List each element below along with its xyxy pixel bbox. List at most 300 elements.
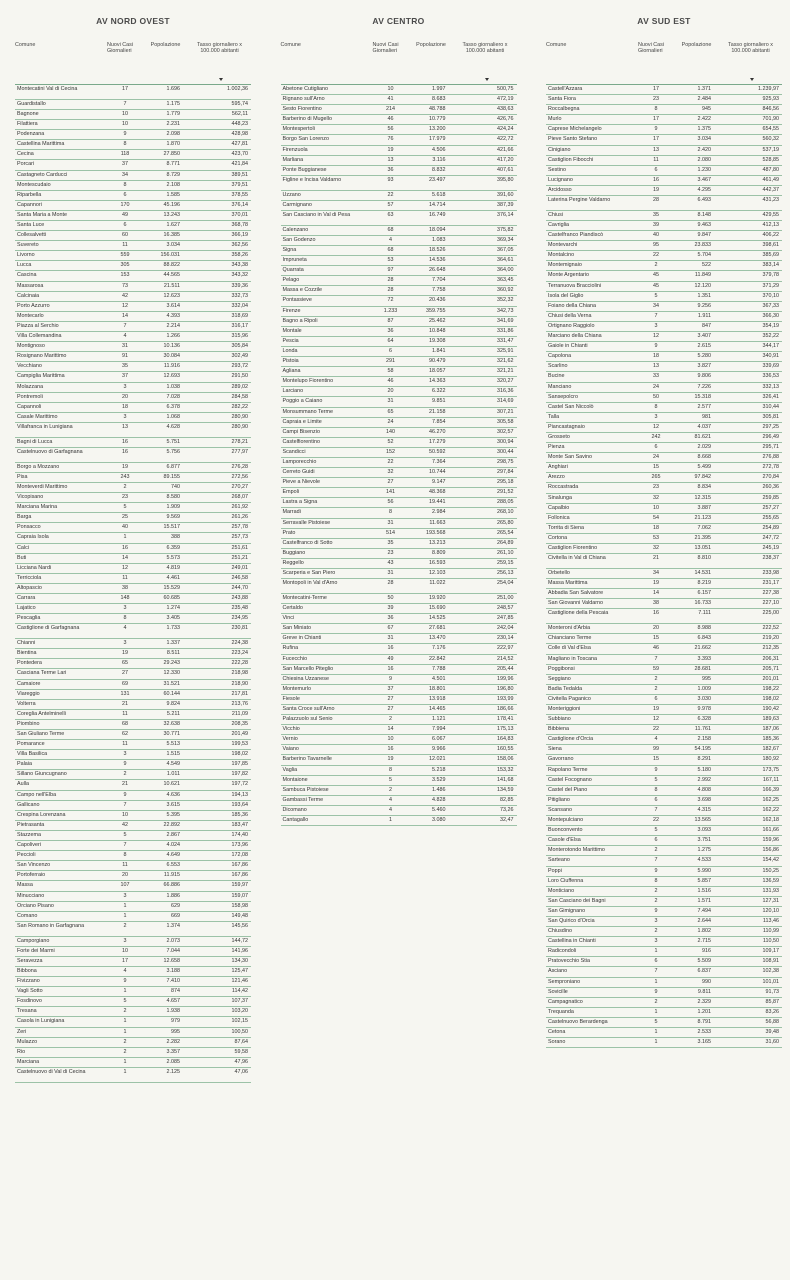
cell-popolazione: 2.282 xyxy=(166,1038,180,1045)
cell-tasso: 270,27 xyxy=(231,483,248,490)
cell-popolazione: 6.157 xyxy=(697,590,711,597)
cell-tasso: 178,41 xyxy=(497,716,514,723)
cell-popolazione: 3.034 xyxy=(166,242,180,249)
table-row xyxy=(15,130,251,140)
cell-comune: Santa Croce sull'Arno xyxy=(282,706,335,713)
cell-tasso: 213,76 xyxy=(231,700,248,707)
cell-nuovi-casi: 5 xyxy=(654,1018,658,1025)
table-row xyxy=(15,110,251,120)
cell-nuovi-casi: 8 xyxy=(654,403,658,410)
table-row xyxy=(281,387,517,397)
table-row xyxy=(546,655,782,665)
table-row xyxy=(546,271,782,281)
cell-comune: Cinigiano xyxy=(548,146,571,153)
cell-nuovi-casi: 31 xyxy=(387,398,394,405)
table-row xyxy=(15,100,251,110)
cell-comune: Lastra a Signa xyxy=(282,499,318,506)
cell-nuovi-casi: 9 xyxy=(123,131,127,138)
table-row xyxy=(281,594,517,604)
cell-comune: Portoferraio xyxy=(17,872,46,879)
cell-nuovi-casi: 16 xyxy=(387,645,394,652)
cell-tasso: 227,38 xyxy=(762,590,779,597)
cell-popolazione: 1.911 xyxy=(697,312,711,319)
cell-tasso: 185,36 xyxy=(231,811,248,818)
cell-nuovi-casi: 6 xyxy=(123,222,127,229)
cell-popolazione: 11.916 xyxy=(163,363,180,370)
cell-comune: Borgo a Mozzano xyxy=(17,463,60,470)
cell-tasso: 107,37 xyxy=(231,998,248,1005)
cell-nuovi-casi: 59 xyxy=(653,665,659,672)
cell-tasso: 196,80 xyxy=(497,685,514,692)
cell-nuovi-casi: 3 xyxy=(654,413,658,420)
cell-popolazione: 1.997 xyxy=(432,86,446,92)
cell-nuovi-casi: 2 xyxy=(654,928,658,935)
col-pop-header[interactable]: Popolazione xyxy=(150,42,181,48)
cell-nuovi-casi: 13 xyxy=(653,363,659,370)
table-row xyxy=(546,705,782,715)
cell-popolazione: 11.761 xyxy=(694,726,711,733)
cell-comune: Monte Argentario xyxy=(548,272,590,279)
cell-tasso: 180,92 xyxy=(762,756,779,763)
cell-tasso: 387,39 xyxy=(497,201,514,208)
cell-popolazione: 1.886 xyxy=(166,892,180,899)
cell-popolazione: 1.274 xyxy=(166,605,180,612)
cell-tasso: 159,96 xyxy=(762,837,779,844)
cell-nuovi-casi: 68 xyxy=(387,226,394,233)
cell-tasso: 315,96 xyxy=(231,333,248,340)
cell-tasso: 654,55 xyxy=(762,126,779,133)
cell-comune: Pietrasanta xyxy=(17,821,45,828)
cell-popolazione: 2.867 xyxy=(166,831,180,838)
cell-tasso: 265,54 xyxy=(497,529,514,536)
cell-tasso: 91,73 xyxy=(765,988,779,995)
cell-tasso: 159,97 xyxy=(231,882,248,889)
table-row xyxy=(546,196,782,211)
table-header xyxy=(546,42,782,85)
cell-comune: Torrita di Siena xyxy=(548,524,584,531)
cell-comune: Pieve a Nievole xyxy=(282,479,320,486)
cell-nuovi-casi: 8 xyxy=(654,786,658,793)
cell-comune: Monteroni d'Arbia xyxy=(548,625,591,632)
cell-popolazione: 23.497 xyxy=(429,176,446,183)
cell-nuovi-casi: 243 xyxy=(120,473,130,480)
cell-nuovi-casi: 65 xyxy=(122,660,128,667)
cell-popolazione: 1.696 xyxy=(166,86,180,92)
cell-tasso: 379,51 xyxy=(231,181,248,188)
table-row xyxy=(546,352,782,362)
cell-tasso: 162,25 xyxy=(762,796,779,803)
cell-comune: Vicchio xyxy=(282,726,300,733)
cell-tasso: 296,49 xyxy=(762,433,779,440)
cell-popolazione: 2.158 xyxy=(697,736,711,743)
cell-tasso: 134,59 xyxy=(497,786,514,793)
cell-nuovi-casi: 6 xyxy=(654,166,658,173)
cell-comune: Porcari xyxy=(17,161,35,168)
table-row xyxy=(546,241,782,251)
cell-comune: Montespertoli xyxy=(282,126,315,133)
cell-comune: Loro Ciuffenna xyxy=(548,877,584,884)
cell-popolazione: 17.979 xyxy=(429,136,446,143)
table-row xyxy=(546,534,782,544)
col-tasso-header[interactable]: Tasso giornaliero x 100.000 abitanti xyxy=(462,42,508,55)
cell-popolazione: 6.322 xyxy=(432,388,446,395)
cell-tasso: 164,83 xyxy=(497,736,514,743)
cell-tasso: 212,35 xyxy=(762,645,779,652)
cell-nuovi-casi: 10 xyxy=(387,736,394,743)
cell-popolazione: 6.328 xyxy=(697,716,711,723)
cell-nuovi-casi: 17 xyxy=(122,86,128,92)
cell-tasso: 395,80 xyxy=(497,176,514,183)
table-row xyxy=(281,211,517,226)
sort-desc-icon[interactable] xyxy=(485,78,489,81)
cell-tasso: 197,72 xyxy=(231,781,248,788)
cell-tasso: 341,69 xyxy=(497,317,514,324)
cell-popolazione: 30.771 xyxy=(163,731,180,737)
cell-tasso: 257,27 xyxy=(762,504,779,511)
table-row xyxy=(546,393,782,403)
cell-tasso: 367,33 xyxy=(762,302,779,309)
cell-comune: Carrara xyxy=(17,594,36,601)
cell-comune: Poggio a Caiano xyxy=(282,398,323,405)
cell-tasso: 59,58 xyxy=(234,1048,248,1055)
col-nuovi-header[interactable]: Nuovi Casi Giornalieri xyxy=(107,42,134,55)
cell-tasso: 162,18 xyxy=(762,817,779,824)
table-row xyxy=(281,634,517,644)
cell-nuovi-casi: 19 xyxy=(387,146,394,153)
cell-tasso: 85,87 xyxy=(765,998,779,1005)
table-row xyxy=(15,690,251,700)
cell-popolazione: 8.771 xyxy=(166,161,180,168)
cell-popolazione: 3.751 xyxy=(697,837,711,844)
cell-tasso: 145,56 xyxy=(231,922,248,929)
cell-comune: Bagnone xyxy=(17,110,39,117)
cell-popolazione: 995 xyxy=(171,1028,180,1035)
table-row xyxy=(546,685,782,695)
cell-nuovi-casi: 21 xyxy=(653,555,659,562)
table-row xyxy=(546,644,782,654)
cell-popolazione: 3.614 xyxy=(166,302,180,309)
cell-nuovi-casi: 12 xyxy=(653,333,659,340)
cell-tasso: 846,56 xyxy=(762,106,779,113)
sort-desc-icon[interactable] xyxy=(750,78,754,81)
cell-popolazione: 12.330 xyxy=(163,670,180,677)
cell-popolazione: 1.909 xyxy=(166,504,180,511)
cell-tasso: 194,13 xyxy=(231,791,248,798)
cell-popolazione: 8.809 xyxy=(432,549,446,556)
cell-comune: Filattiera xyxy=(17,121,38,128)
cell-tasso: 264,89 xyxy=(497,539,514,546)
cell-tasso: 154,42 xyxy=(762,857,779,864)
table-row xyxy=(546,292,782,302)
cell-tasso: 251,00 xyxy=(497,594,514,601)
cell-comune: Sarteano xyxy=(548,857,570,864)
cell-comune: Piancastagnaio xyxy=(548,423,585,430)
table-row xyxy=(281,519,517,529)
cell-tasso: 167,11 xyxy=(762,776,779,783)
cell-comune: Vinci xyxy=(282,615,295,622)
table-row xyxy=(546,554,782,569)
table-row xyxy=(15,413,251,423)
cell-comune: Licciana Nardi xyxy=(17,564,52,571)
table-row xyxy=(15,1007,251,1017)
cell-comune: Buonconvento xyxy=(548,827,583,834)
cell-tasso: 39,48 xyxy=(765,1029,779,1036)
cell-nuovi-casi: 20 xyxy=(387,388,394,395)
cell-popolazione: 5.460 xyxy=(432,806,446,813)
cell-tasso: 248,57 xyxy=(497,605,514,612)
cell-comune: Scarperia e San Piero xyxy=(282,570,336,576)
cell-tasso: 242,04 xyxy=(497,625,514,632)
cell-popolazione: 4.461 xyxy=(166,574,180,581)
cell-nuovi-casi: 1 xyxy=(389,817,392,824)
table-row xyxy=(546,846,782,856)
table-body xyxy=(546,85,782,1048)
cell-comune: Carmignano xyxy=(282,201,312,208)
table-row xyxy=(15,604,251,614)
cell-tasso: 339,69 xyxy=(762,363,779,370)
cell-nuovi-casi: 6 xyxy=(654,958,658,965)
cell-comune: Anghiari xyxy=(548,464,568,471)
cell-popolazione: 5.573 xyxy=(166,554,180,561)
col-nuovi-header[interactable]: Nuovi Casi Giornalieri xyxy=(372,42,399,55)
cell-nuovi-casi: 1 xyxy=(123,902,127,909)
cell-popolazione: 13.051 xyxy=(694,545,711,552)
cell-comune: Sovicille xyxy=(548,988,568,995)
cell-comune: Vagli Sotto xyxy=(17,988,43,995)
cell-tasso: 261,92 xyxy=(231,504,248,511)
cell-comune: Pescaglia xyxy=(17,615,41,622)
table-row xyxy=(281,614,517,624)
cell-nuovi-casi: 63 xyxy=(387,211,394,218)
cell-comune: Sesto Fiorentino xyxy=(282,106,322,113)
cell-nuovi-casi: 14 xyxy=(387,726,394,733)
table-row xyxy=(546,937,782,947)
cell-comune: Rignano sull'Arno xyxy=(282,96,325,103)
cell-popolazione: 13.918 xyxy=(429,695,446,702)
cell-tasso: 73,26 xyxy=(500,806,514,813)
table-row xyxy=(15,393,251,403)
cell-tasso: 268,07 xyxy=(231,494,248,501)
table-row xyxy=(15,1068,251,1083)
cell-nuovi-casi: 12 xyxy=(122,302,128,309)
panel-title: AV SUD EST xyxy=(637,16,691,26)
cell-comune: Castelfranco di Sotto xyxy=(282,539,333,546)
cell-nuovi-casi: 5 xyxy=(654,776,658,783)
cell-popolazione: 7.062 xyxy=(697,524,711,531)
cell-nuovi-casi: 16 xyxy=(122,448,128,455)
cell-nuovi-casi: 10 xyxy=(122,121,128,128)
cell-comune: Civitella Paganico xyxy=(548,695,591,702)
cell-nuovi-casi: 8 xyxy=(123,141,127,148)
cell-comune: Castelnuovo Berardenga xyxy=(548,1018,608,1025)
table-row xyxy=(281,488,517,498)
cell-popolazione: 1.337 xyxy=(166,640,180,647)
cell-nuovi-casi: 40 xyxy=(122,524,128,531)
cell-tasso: 110,99 xyxy=(762,928,779,935)
table-row xyxy=(546,105,782,115)
cell-popolazione: 23.833 xyxy=(694,242,711,249)
table-row xyxy=(281,685,517,695)
cell-comune: San Romano in Garfagnana xyxy=(17,922,85,929)
cell-tasso: 198,22 xyxy=(762,685,779,692)
cell-popolazione: 5.509 xyxy=(697,958,711,965)
cell-popolazione: 7.758 xyxy=(432,287,446,294)
cell-comune: Calci xyxy=(17,544,29,551)
cell-tasso: 331,86 xyxy=(497,327,514,334)
cell-nuovi-casi: 7 xyxy=(123,100,127,107)
table-header xyxy=(281,42,517,85)
table-row xyxy=(15,937,251,947)
cell-popolazione: 22.842 xyxy=(429,655,446,662)
cell-tasso: 197,85 xyxy=(231,761,248,768)
table-row xyxy=(15,922,251,937)
cell-tasso: 127,31 xyxy=(762,897,779,904)
cell-comune: Montopoli in Val d'Arno xyxy=(282,580,338,587)
cell-popolazione: 3.529 xyxy=(432,776,446,783)
cell-popolazione: 13.565 xyxy=(694,817,711,824)
cell-comune: Figline e Incisa Valdarno xyxy=(282,176,342,183)
cell-comune: Castiglion Fibocchi xyxy=(548,156,594,163)
cell-tasso: 32,47 xyxy=(500,817,514,824)
table-row xyxy=(281,125,517,135)
table-row xyxy=(15,947,251,957)
table-row xyxy=(15,750,251,760)
cell-comune: Montemignaio xyxy=(548,262,582,269)
table-row xyxy=(15,1028,251,1038)
cell-tasso: 158,98 xyxy=(231,902,248,909)
cell-popolazione: 4.501 xyxy=(432,675,446,682)
col-pop-header[interactable]: Popolazione xyxy=(681,42,712,48)
cell-comune: Capraia e Limite xyxy=(282,418,322,425)
cell-nuovi-casi: 93 xyxy=(387,176,394,183)
col-comune-header[interactable]: Comune xyxy=(546,42,567,48)
cell-tasso: 366,19 xyxy=(231,232,248,239)
cell-popolazione: 1.374 xyxy=(166,922,180,929)
table-row xyxy=(546,251,782,261)
cell-nuovi-casi: 14 xyxy=(122,554,128,561)
table-row xyxy=(15,871,251,881)
cell-popolazione: 26.648 xyxy=(429,267,446,274)
cell-nuovi-casi: 8 xyxy=(123,852,127,859)
cell-popolazione: 629 xyxy=(171,902,180,909)
cell-tasso: 185,36 xyxy=(762,736,779,743)
table-row xyxy=(546,634,782,644)
table-row xyxy=(546,624,782,634)
table-row xyxy=(546,176,782,186)
table-row xyxy=(281,468,517,478)
cell-popolazione: 11.022 xyxy=(429,580,446,587)
table-row xyxy=(546,433,782,443)
cell-comune: Castel San Niccolò xyxy=(548,403,594,410)
table-row xyxy=(281,307,517,317)
cell-tasso: 406,22 xyxy=(762,232,779,239)
cell-tasso: 217,81 xyxy=(231,690,248,697)
cell-comune: Molazzana xyxy=(17,383,44,390)
cell-tasso: 423,70 xyxy=(231,151,248,158)
cell-popolazione: 18.526 xyxy=(429,247,446,253)
sort-desc-icon[interactable] xyxy=(219,78,223,81)
cell-comune: Castelnuovo di Garfagnana xyxy=(17,448,83,455)
cell-tasso: 305,81 xyxy=(762,413,779,420)
cell-nuovi-casi: 12 xyxy=(122,564,128,571)
table-row xyxy=(281,806,517,816)
table-row xyxy=(546,887,782,897)
cell-comune: Castiglione della Pescaia xyxy=(548,610,609,617)
col-tasso-header[interactable]: Tasso giornaliero x 100.000 abitanti xyxy=(728,42,773,55)
cell-nuovi-casi: 11 xyxy=(122,862,128,869)
cell-tasso: 385,69 xyxy=(762,252,779,259)
table-row xyxy=(15,554,251,564)
cell-nuovi-casi: 2 xyxy=(654,887,658,894)
cell-tasso: 222,97 xyxy=(497,645,514,652)
cell-comune: Seggiano xyxy=(548,675,571,682)
cell-nuovi-casi: 9 xyxy=(123,761,127,768)
cell-comune: Guardistallo xyxy=(17,100,46,107)
col-comune-header[interactable]: Comune xyxy=(15,42,36,48)
cell-nuovi-casi: 10 xyxy=(387,86,394,92)
cell-nuovi-casi: 52 xyxy=(387,438,394,445)
col-comune-header[interactable]: Comune xyxy=(280,42,301,48)
cell-popolazione: 1.266 xyxy=(166,333,180,340)
table-row xyxy=(546,836,782,846)
cell-nuovi-casi: 27 xyxy=(387,706,394,713)
table-row xyxy=(281,579,517,594)
cell-tasso: 412,13 xyxy=(762,222,779,229)
cell-popolazione: 10.744 xyxy=(429,469,446,476)
cell-nuovi-casi: 20 xyxy=(122,393,128,400)
cell-popolazione: 1.351 xyxy=(697,292,711,299)
cell-comune: San Vincenzo xyxy=(17,862,51,869)
cell-nuovi-casi: 91 xyxy=(122,353,128,360)
cell-tasso: 251,61 xyxy=(231,544,248,551)
cell-popolazione: 2.329 xyxy=(697,998,711,1005)
table-row xyxy=(281,105,517,115)
cell-comune: Suvereto xyxy=(17,242,39,249)
col-nuovi-header[interactable]: Nuovi Casi Giornalieri xyxy=(638,42,665,55)
cell-comune: Trequanda xyxy=(548,1008,574,1015)
cell-popolazione: 7.176 xyxy=(432,645,446,652)
col-pop-header[interactable]: Popolazione xyxy=(416,42,446,48)
table-row xyxy=(546,998,782,1008)
cell-comune: Ponte Buggianese xyxy=(282,166,327,173)
table-row xyxy=(15,659,251,669)
cell-tasso: 260,36 xyxy=(762,484,779,491)
table-row xyxy=(281,776,517,786)
cell-popolazione: 8.791 xyxy=(697,1018,711,1025)
cell-popolazione: 5.395 xyxy=(166,811,180,818)
cell-nuovi-casi: 6 xyxy=(654,444,658,451)
table-row xyxy=(546,725,782,735)
cell-popolazione: 1.938 xyxy=(166,1008,180,1015)
cell-tasso: 199,53 xyxy=(231,741,248,748)
cell-nuovi-casi: 9 xyxy=(654,988,658,995)
cell-nuovi-casi: 37 xyxy=(122,161,128,168)
cell-nuovi-casi: 28 xyxy=(387,277,394,284)
cell-nuovi-casi: 3 xyxy=(123,383,127,390)
col-tasso-header[interactable]: Tasso giornaliero x 100.000 abitanti xyxy=(197,42,242,55)
cell-popolazione: 32.638 xyxy=(163,720,180,727)
cell-nuovi-casi: 19 xyxy=(653,186,659,193)
cell-comune: Firenze xyxy=(282,307,301,314)
cell-tasso: 537,19 xyxy=(762,146,779,153)
cell-tasso: 295,71 xyxy=(762,444,779,451)
table-row xyxy=(546,423,782,433)
table-row xyxy=(15,302,251,312)
cell-tasso: 379,78 xyxy=(762,272,779,279)
cell-popolazione: 4.024 xyxy=(166,842,180,849)
table-row xyxy=(15,624,251,639)
cell-comune: Comano xyxy=(17,912,38,919)
